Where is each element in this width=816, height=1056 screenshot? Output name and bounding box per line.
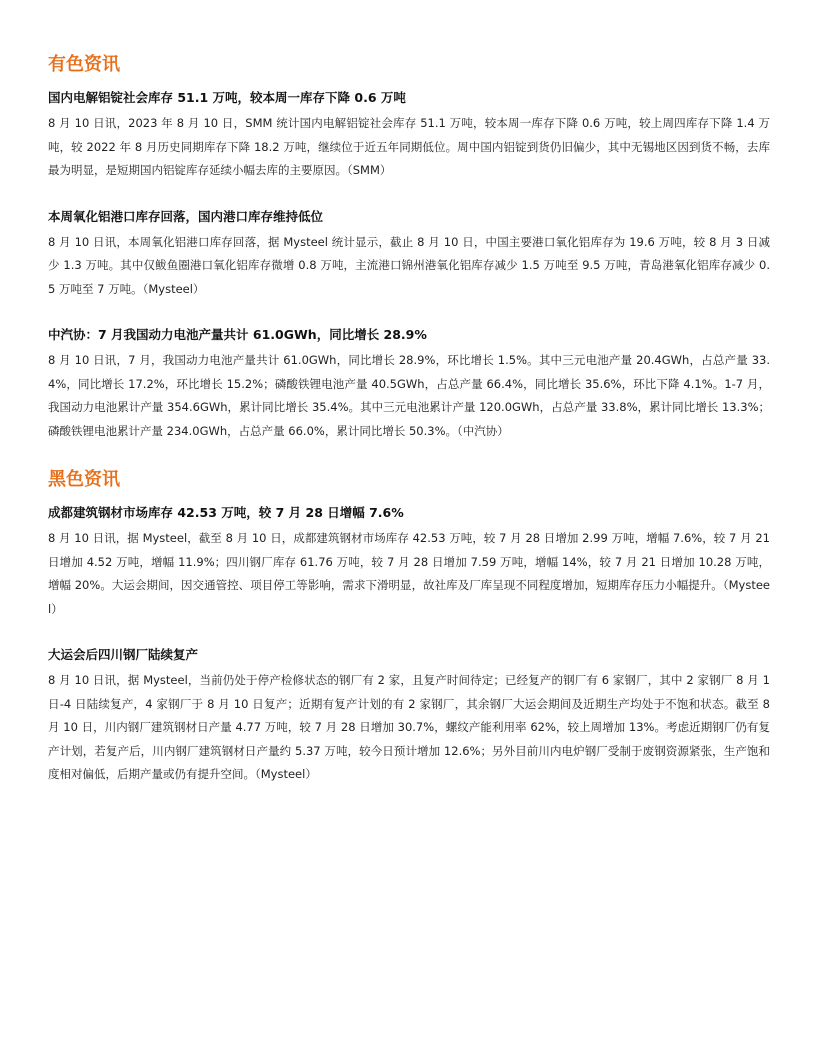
article xyxy=(48,207,770,302)
article xyxy=(48,325,770,443)
article-body: 8 月 10 日讯，7 月，我国动力电池产量共计 61.0GWh，同比增长 28.9%，环比增长 1.5%。其中三元电池产量 20.4GWh，占总产量 33.4%，同比增长 17.2%，环比增长 15.2%；磷酸铁锂电池产量 40.5GWh，占总产量 66.4%，同比增长 35.6%，环比下降 4.1%。1-7 月，我国动力电池累计产量 354.6GWh，累计同比增长 35.4%。其中三元电池累计产量 120.0GWh，占总产量 33.8%，累计同比增长 13.3%；磷酸铁锂电池累计产量 234.0GWh，占总产量 66.0%，累计同比增长 50.3%。（中汽协） xyxy=(48,353,770,438)
section-ferrous xyxy=(48,467,770,787)
article-headline: 大运会后四川钢厂陆续复产 xyxy=(48,647,199,662)
article-body: 8 月 10 日讯，2023 年 8 月 10 日，SMM 统计国内电解铝锭社会库存 51.1 万吨，较本周一库存下降 0.6 万吨，较上周四库存下降 1.4 万吨，较 2022 年 8 月历史同期库存下降 18.2 万吨，继续位于近五年同期低位。周中国内铝锭到货仍旧偏少，其中无锡地区因到货不畅，去库最为明显，是短期国内铝锭库存延续小幅去库的主要原因。（SMM） xyxy=(48,116,770,177)
article xyxy=(48,88,770,183)
article-headline: 中汽协：7 月我国动力电池产量共计 61.0GWh，同比增长 28.9% xyxy=(48,327,427,342)
article xyxy=(48,503,770,621)
article-body: 8 月 10 日讯，本周氧化铝港口库存回落，据 Mysteel 统计显示，截止 8 月 10 日，中国主要港口氧化铝库存为 19.6 万吨，较 8 月 3 日减少 1.3 万吨。其中仅鲅鱼圈港口氧化铝库存微增 0.8 万吨，主流港口锦州港氧化铝库存减少 1.5 万吨至 9.5 万吨，青岛港氧化铝库存减少 0.5 万吨至 7 万吨。（Mysteel） xyxy=(48,234,770,296)
article-headline: 国内电解铝锭社会库存 51.1 万吨，较本周一库存下降 0.6 万吨 xyxy=(48,90,406,105)
section-nonferrous xyxy=(48,52,770,443)
section-title: 黑色资讯 xyxy=(48,469,120,490)
section-title: 有色资讯 xyxy=(48,54,120,75)
article-headline: 本周氧化铝港口库存回落，国内港口库存维持低位 xyxy=(48,208,324,224)
article-body: 8 月 10 日讯，据 Mysteel，截至 8 月 10 日，成都建筑钢材市场库存 42.53 万吨，较 7 月 28 日增加 2.99 万吨，增幅 7.6%，较 7 月 21 日增加 4.52 万吨，增幅 11.9%；四川钢厂库存 61.76 万吨，较 7 月 28 日增加 7.59 万吨，增幅 14%，较 7 月 21 日增加 10.28 万吨，增幅 20%。大运会期间，因交通管控、项目停工等影响，需求下滑明显，故社库及厂库呈现不同程度增加，短期库存压力小幅提升。（Mysteel） xyxy=(48,531,770,616)
article xyxy=(48,645,770,787)
document-page xyxy=(48,52,770,811)
article-body: 8 月 10 日讯，据 Mysteel，当前仍处于停产检修状态的钢厂有 2 家，且复产时间待定；已经复产的钢厂有 6 家钢厂，其中 2 家钢厂 8 月 1 日-4 日陆续复产，4 家钢厂于 8 月 10 日复产；近期有复产计划的有 2 家钢厂，其余钢厂大运会期间及近期生产均处于不饱和状态。截至 8 月 10 日，川内钢厂建筑钢材日产量 4.77 万吨，较 7 月 28 日增加 30.7%，螺纹产能利用率 62%，较上周增加 13%。考虑近期钢厂仍有复产计划，若复产后，川内钢厂建筑钢材日产量约 5.37 万吨，较今日预计增加 12.6%；另外目前川内电炉钢厂受制于废钢资源紧张，生产饱和度相对偏低，后期产量或仍有提升空间。（Mysteel） xyxy=(48,673,770,781)
article-headline: 成都建筑钢材市场库存 42.53 万吨，较 7 月 28 日增幅 7.6% xyxy=(48,505,404,520)
